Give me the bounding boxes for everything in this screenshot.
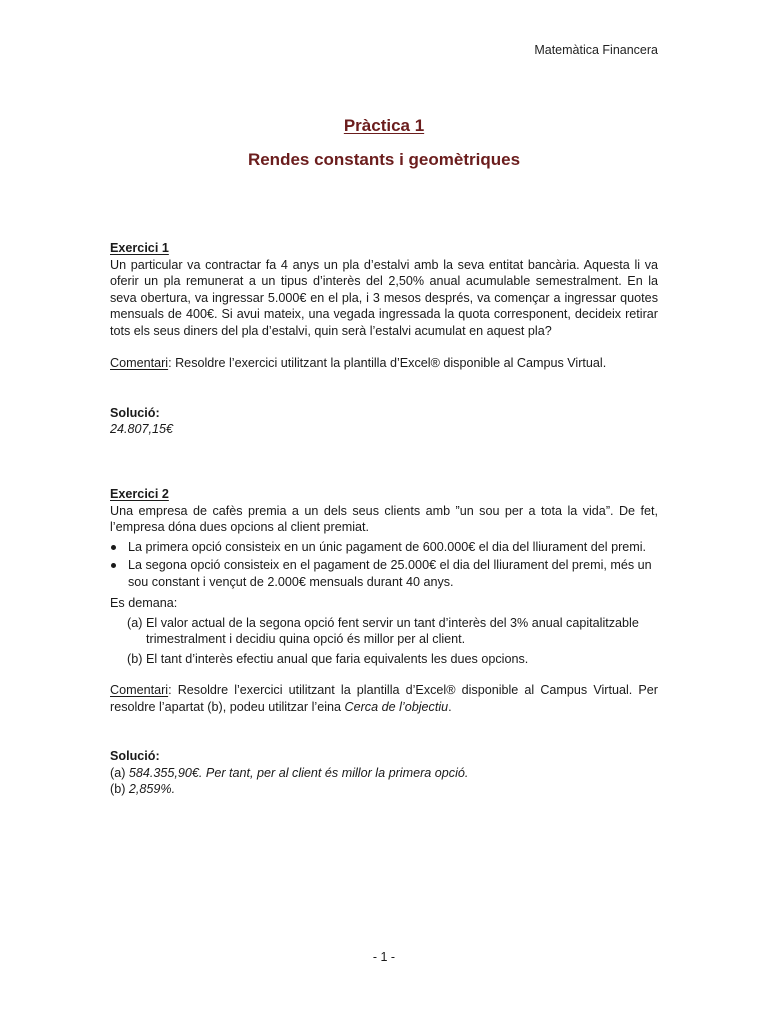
item-marker: (a) bbox=[127, 615, 143, 630]
list-item bbox=[110, 615, 658, 648]
exercise-2-statement: Una empresa de cafès premia a un dels seus clients amb ”un sou per a tota la vida”. De fet, l’empresa dóna dues opcions al client premiat. bbox=[110, 503, 658, 534]
exercise-2-title: Exercici 2 bbox=[110, 487, 169, 501]
exercise-1 bbox=[110, 240, 658, 438]
list-item: La segona opció consisteix en el pagament de 25.000€ el dia del lliurament del premi, més un sou constant i vençut de 2.000€ mensuals durant 40 anys. bbox=[110, 557, 658, 590]
options-list bbox=[110, 539, 658, 591]
exercise-1-title: Exercici 1 bbox=[110, 241, 169, 255]
solution-label: Solució: bbox=[110, 749, 160, 763]
solution-b-text: 2,859%. bbox=[128, 782, 176, 796]
exercise-2 bbox=[110, 486, 658, 798]
list-item bbox=[110, 651, 658, 668]
title-block bbox=[0, 116, 768, 170]
item-text: El tant d’interès efectiu anual que faria equivalents les dues opcions. bbox=[146, 651, 529, 666]
questions-list bbox=[110, 615, 658, 668]
page-number: - 1 - bbox=[372, 950, 396, 964]
exercise-1-comment bbox=[110, 355, 658, 372]
exercise-1-statement: Un particular va contractar fa 4 anys un pla d’estalvi amb la seva entitat bancària. Aquesta li va oferir un pla remunerat a un tipus d’interès del 2,50% anual acumulable semestralment. En la seva obertura, va ingressar 5.000€ en el pla, i 3 mesos després, va començar a ingressar quotes mensuals de 400€. Si avui mateix, una vegada ingressada la quota corresponent, decideix retirar tots els seus diners del pla d’estalvi, quin serà l’estalvi acumulat en aquest pla? bbox=[110, 257, 658, 338]
practice-title: Pràctica 1 bbox=[343, 116, 425, 135]
comment-tool: Cerca de l’objectiu bbox=[344, 699, 449, 714]
solution-a-marker: (a) bbox=[110, 765, 129, 780]
solution-b-marker: (b) bbox=[110, 782, 129, 796]
comment-text: : Resoldre l’exercici utilitzant la plantilla d’Excel® disponible al Campus Virtual. Per resoldre l’apartat (b), podeu utilitzar l’eina bbox=[110, 683, 658, 714]
exercise-2-comment bbox=[110, 682, 658, 715]
ask-label: Es demana: bbox=[110, 596, 178, 610]
list-item: La primera opció consisteix en un únic pagament de 600.000€ el dia del lliurament del premi. bbox=[110, 539, 658, 556]
solution-a-text: 584.355,90€. Per tant, per al client és millor la primera opció. bbox=[128, 765, 469, 780]
item-text: El valor actual de la segona opció fent servir un tant d’interès del 3% anual capitalitzable trimestralment i decidiu quina opció és millor per al client. bbox=[146, 615, 639, 646]
exercise-1-solution bbox=[110, 405, 658, 438]
solution-b bbox=[110, 781, 658, 798]
running-header: Matemàtica Financera bbox=[534, 43, 658, 57]
comment-text: : Resoldre l’exercici utilitzant la plantilla d’Excel® disponible al Campus Virtual. bbox=[168, 356, 607, 370]
solution-label: Solució: bbox=[110, 405, 160, 420]
practice-subtitle: Rendes constants i geomètriques bbox=[247, 150, 521, 169]
comment-end: . bbox=[448, 699, 452, 714]
item-marker: (b) bbox=[127, 651, 143, 666]
solution-value: 24.807,15€ bbox=[110, 422, 174, 436]
exercise-2-solution bbox=[110, 748, 658, 798]
comment-label: Comentari bbox=[110, 356, 169, 370]
solution-a bbox=[110, 765, 658, 782]
comment-label: Comentari bbox=[110, 683, 169, 697]
